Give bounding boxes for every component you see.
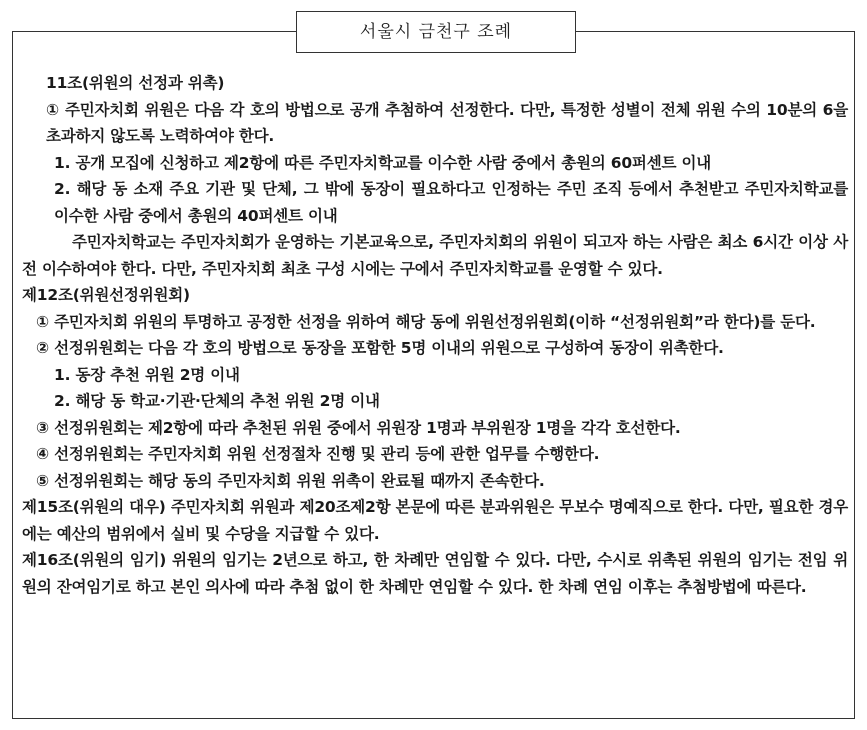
resident-school-note: 주민자치학교는 주민자치회가 운영하는 기본교육으로, 주민자치회의 위원이 되고자 하는 사람은 최소 6시간 이상 사전 이수하여야 한다. 다만, 주민자치회 최초 구성 시에는 구에서 주민자치학교를 운영할 수 있다. xyxy=(22,233,848,278)
article-11-item-2: 2. 해당 동 소재 주요 기관 및 단체, 그 밖에 동장이 필요하다고 인정하는 주민 조직 등에서 추천받고 주민자치학교를 이수한 사람 중에서 총원의 40퍼센트 이내 xyxy=(54,180,848,225)
article-12-heading: 제12조(위원선정위원회) xyxy=(22,286,190,304)
document-title: 서울시 금천구 조례 xyxy=(296,11,576,53)
article-11-heading: 11조(위원의 선정과 위촉) xyxy=(46,74,225,92)
article-12-paragraph-4: ④ 선정위원회는 주민자치회 위원 선정절차 진행 및 관리 등에 관한 업무를 수행한다. xyxy=(36,445,600,463)
article-11-item-1: 1. 공개 모집에 신청하고 제2항에 따른 주민자치학교를 이수한 사람 중에서 총원의 60퍼센트 이내 xyxy=(54,153,711,172)
article-12-item-2: 2. 해당 동 학교·기관·단체의 추천 위원 2명 이내 xyxy=(54,392,380,410)
ordinance-text xyxy=(22,70,848,600)
article-16: 제16조(위원의 임기) 위원의 임기는 2년으로 하고, 한 차례만 연임할 수 있다. 다만, 수시로 위촉된 위원의 임기는 전임 위원의 잔여임기로 하고 본인 의사에 따라 추첨 없이 한 차례만 연임할 수 있다. 한 차례 연임 이후는 추첨방법에 따른다. xyxy=(22,551,848,596)
article-15: 제15조(위원의 대우) 주민자치회 위원과 제20조제2항 본문에 따른 분과위원은 무보수 명예직으로 한다. 다만, 필요한 경우에는 예산의 범위에서 실비 및 수당을 지급할 수 있다. xyxy=(22,498,848,543)
article-12-paragraph-2: ② 선정위원회는 다음 각 호의 방법으로 동장을 포함한 5명 이내의 위원으로 구성하여 동장이 위촉한다. xyxy=(36,339,724,357)
article-12-paragraph-5: ⑤ 선정위원회는 해당 동의 주민자치회 위원 위촉이 완료될 때까지 존속한다. xyxy=(36,471,545,490)
article-12-paragraph-1: ① 주민자치회 위원의 투명하고 공정한 선정을 위하여 해당 동에 위원선정위원회(이하 “선정위원회”라 한다)를 둔다. xyxy=(36,312,816,331)
article-12-paragraph-3: ③ 선정위원회는 제2항에 따라 추천된 위원 중에서 위원장 1명과 부위원장 1명을 각각 호선한다. xyxy=(36,418,681,437)
article-12-item-1: 1. 동장 추천 위원 2명 이내 xyxy=(54,365,240,384)
article-11-paragraph-1: ① 주민자치회 위원은 다음 각 호의 방법으로 공개 추첨하여 선정한다. 다만, 특정한 성별이 전체 위원 수의 10분의 6을 초과하지 않도록 노력하여야 한다. xyxy=(46,100,848,145)
